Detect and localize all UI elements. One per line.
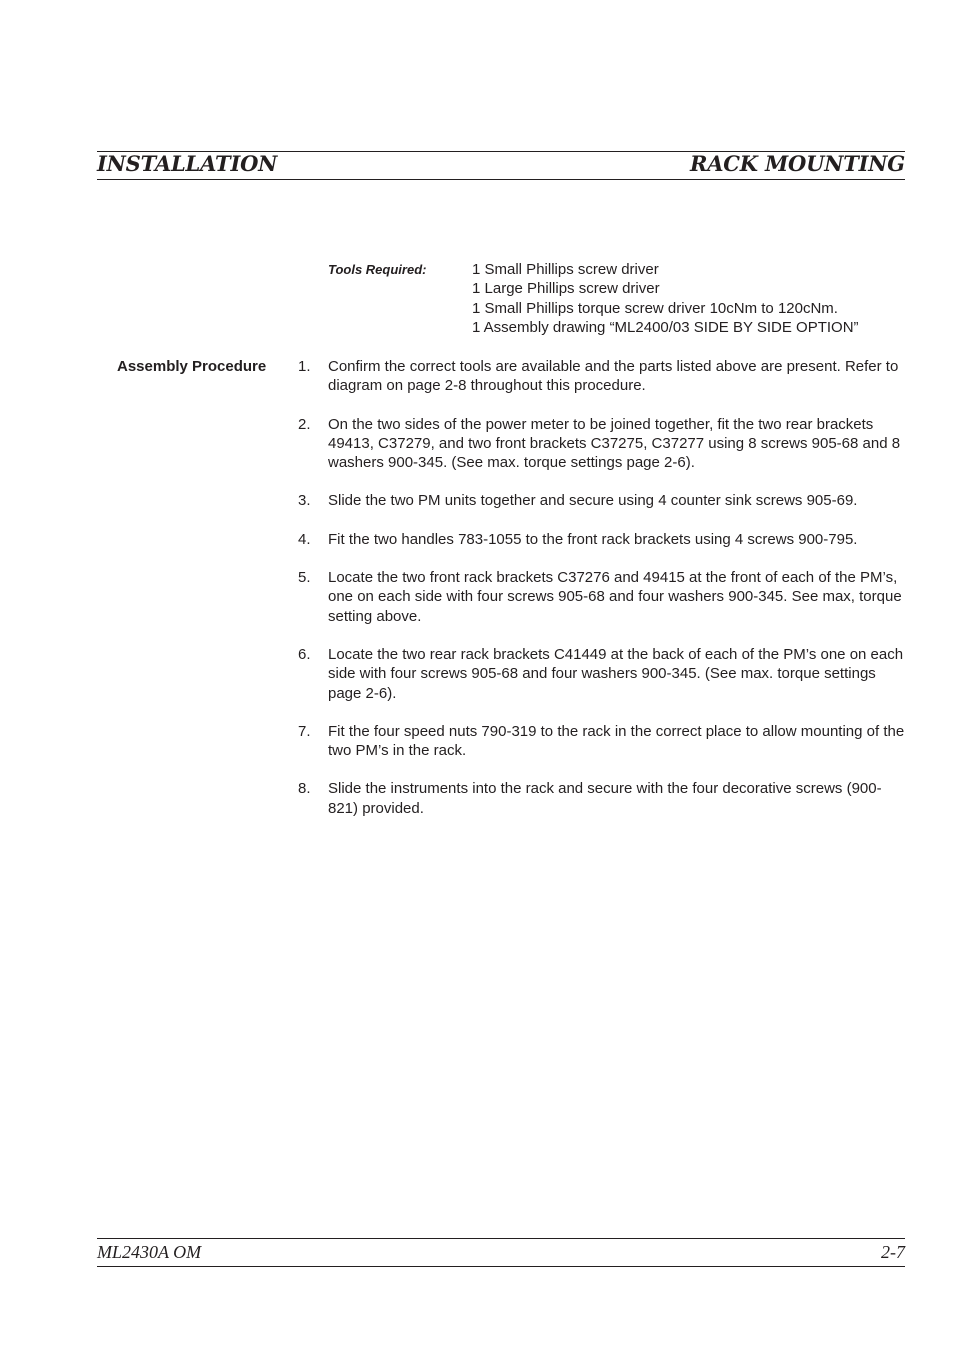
tools-item: 1 Assembly drawing “ML2400/03 SIDE BY SIDE OPTION” xyxy=(472,318,859,336)
step-item xyxy=(298,645,908,703)
header-section-title: RACK MOUNTING xyxy=(689,151,905,176)
step-number: 2. xyxy=(298,415,311,433)
step-text: On the two sides of the power meter to be joined together, fit the two rear brackets 49413, C37279, and two front brackets C37275, C37277 using 8 screws 905-68 and 8 washers 900-345. (See max. torque settings page 2-6). xyxy=(328,415,901,472)
footer-page-number: 2-7 xyxy=(881,1242,905,1262)
step-text: Locate the two rear rack brackets C41449 at the back of each of the PM’s one on each side with four screws 905-68 and four washers 900-345. (See max. torque settings page 2-6). xyxy=(328,645,904,702)
step-number: 1. xyxy=(298,358,311,375)
tools-item: 1 Small Phillips screw driver xyxy=(472,261,659,278)
step-number: 5. xyxy=(298,569,311,587)
step-number: 7. xyxy=(298,722,311,740)
tools-item: 1 Small Phillips torque screw driver 10cNm to 120cNm. xyxy=(472,299,838,317)
step-number: 6. xyxy=(298,645,311,663)
step-text: Confirm the correct tools are available and the parts listed above are present. Refer to diagram on page 2-8 throughout this procedure. xyxy=(328,358,899,395)
step-text: Locate the two front rack brackets C37276 and 49415 at the front of each of the PM’s, one on each side with four screws 905-68 and four washers 900-345. See max, torque setting above. xyxy=(328,569,902,625)
step-number: 4. xyxy=(298,530,311,548)
step-item xyxy=(298,415,908,473)
footer-top-rule xyxy=(97,1238,905,1239)
step-item xyxy=(298,491,908,510)
step-number: 8. xyxy=(298,780,311,798)
tools-required-label: Tools Required: xyxy=(328,262,427,277)
header-chapter-title: INSTALLATION xyxy=(97,151,278,176)
step-item xyxy=(298,568,908,626)
step-number: 3. xyxy=(298,492,311,510)
step-item xyxy=(298,357,908,396)
step-text: Slide the two PM units together and secure using 4 counter sink screws 905-69. xyxy=(328,492,858,510)
assembly-steps-list xyxy=(298,357,908,837)
tools-list xyxy=(472,260,859,337)
step-text: Fit the four speed nuts 790-319 to the rack in the correct place to allow mounting of the two PM’s in the rack. xyxy=(328,722,905,760)
step-item xyxy=(298,779,908,818)
assembly-procedure-heading: Assembly Procedure xyxy=(117,358,267,375)
footer-bottom-rule xyxy=(97,1266,905,1267)
step-text: Fit the two handles 783-1055 to the front rack brackets using 4 screws 900-795. xyxy=(328,530,858,548)
step-item xyxy=(298,722,908,761)
step-item xyxy=(298,530,908,549)
tools-item: 1 Large Phillips screw driver xyxy=(472,280,660,298)
footer-document-id: ML2430A OM xyxy=(97,1242,202,1262)
header-bottom-rule xyxy=(97,179,905,180)
step-text: Slide the instruments into the rack and secure with the four decorative screws (900-821) provided. xyxy=(328,780,882,817)
